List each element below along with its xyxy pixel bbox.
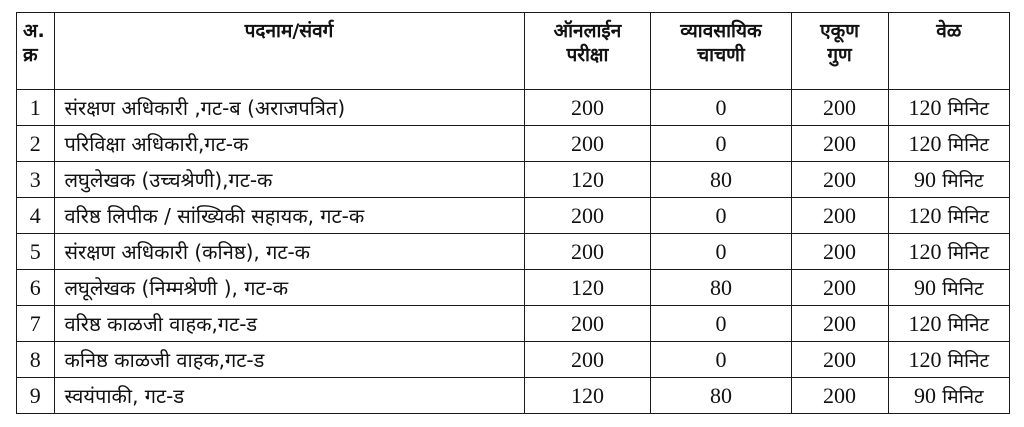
time-cell bbox=[888, 234, 1009, 270]
online-exam-cell: 200 bbox=[524, 306, 651, 342]
header-time bbox=[888, 13, 1009, 90]
header-serial-line2: क्र bbox=[23, 44, 38, 66]
serial-cell: 3 bbox=[17, 162, 55, 198]
total-marks-cell: 200 bbox=[791, 342, 888, 378]
header-prof-line2: चाचणी bbox=[697, 44, 745, 66]
time-value: 90 bbox=[913, 274, 936, 300]
time-cell bbox=[888, 198, 1009, 234]
time-cell bbox=[888, 378, 1009, 414]
table-row bbox=[17, 378, 1010, 414]
header-professional-test bbox=[651, 13, 791, 90]
serial-cell: 2 bbox=[17, 126, 55, 162]
table-row bbox=[17, 162, 1010, 198]
serial-cell: 1 bbox=[17, 90, 55, 126]
header-post-label: पदनाम/संवर्ग bbox=[244, 20, 334, 42]
total-marks-cell: 200 bbox=[791, 162, 888, 198]
header-online-line1: ऑनलाईन bbox=[553, 20, 622, 42]
time-unit: मिनिट bbox=[947, 313, 990, 336]
time-unit: मिनिट bbox=[942, 385, 984, 408]
time-value: 90 bbox=[913, 166, 936, 192]
exam-schedule-table bbox=[16, 12, 1010, 414]
total-marks-cell: 200 bbox=[791, 126, 888, 162]
header-serial-line1: अ. bbox=[23, 20, 45, 42]
online-exam-cell: 200 bbox=[524, 90, 651, 126]
header-online-exam bbox=[524, 13, 651, 90]
serial-cell: 4 bbox=[17, 198, 55, 234]
time-unit: मिनिट bbox=[947, 97, 990, 120]
header-serial bbox=[17, 13, 55, 90]
online-exam-cell: 200 bbox=[524, 126, 651, 162]
total-marks-cell: 200 bbox=[791, 378, 888, 414]
post-name-cell: परिविक्षा अधिकारी,गट-क bbox=[54, 126, 524, 162]
time-unit: मिनिट bbox=[947, 241, 990, 264]
post-name-cell: संरक्षण अधिकारी (कनिष्ठ), गट-क bbox=[54, 234, 524, 270]
time-value: 120 bbox=[908, 310, 942, 336]
header-prof-line1: व्यावसायिक bbox=[680, 20, 762, 42]
time-cell bbox=[888, 270, 1009, 306]
professional-test-cell: 0 bbox=[651, 306, 791, 342]
time-cell bbox=[888, 342, 1009, 378]
post-name-cell: वरिष्ठ काळजी वाहक,गट-ड bbox=[54, 306, 524, 342]
post-name-cell: लघूलेखक (निम्मश्रेणी ), गट-क bbox=[54, 270, 524, 306]
post-name-cell: वरिष्ठ लिपीक / सांख्यिकी सहायक, गट-क bbox=[54, 198, 524, 234]
professional-test-cell: 0 bbox=[651, 342, 791, 378]
time-value: 120 bbox=[908, 202, 942, 228]
header-row bbox=[17, 13, 1010, 90]
serial-cell: 9 bbox=[17, 378, 55, 414]
serial-cell: 5 bbox=[17, 234, 55, 270]
time-unit: मिनिट bbox=[942, 169, 984, 192]
table-header bbox=[17, 13, 1010, 90]
professional-test-cell: 80 bbox=[651, 162, 791, 198]
professional-test-cell: 0 bbox=[651, 126, 791, 162]
header-time-label: वेळ bbox=[936, 20, 962, 42]
time-cell bbox=[888, 162, 1009, 198]
online-exam-cell: 200 bbox=[524, 234, 651, 270]
online-exam-cell: 200 bbox=[524, 198, 651, 234]
header-online-line2: परीक्षा bbox=[566, 44, 609, 66]
time-cell bbox=[888, 126, 1009, 162]
table-row bbox=[17, 306, 1010, 342]
professional-test-cell: 0 bbox=[651, 90, 791, 126]
table-row bbox=[17, 90, 1010, 126]
time-value: 120 bbox=[908, 130, 942, 156]
time-unit: मिनिट bbox=[947, 205, 990, 228]
online-exam-cell: 120 bbox=[524, 162, 651, 198]
online-exam-cell: 120 bbox=[524, 270, 651, 306]
post-name-cell: लघुलेखक (उच्चश्रेणी),गट-क bbox=[54, 162, 524, 198]
time-unit: मिनिट bbox=[947, 133, 990, 156]
professional-test-cell: 0 bbox=[651, 234, 791, 270]
table-row bbox=[17, 126, 1010, 162]
time-value: 120 bbox=[908, 238, 942, 264]
table-row bbox=[17, 234, 1010, 270]
time-value: 90 bbox=[913, 382, 936, 408]
online-exam-cell: 120 bbox=[524, 378, 651, 414]
time-value: 120 bbox=[908, 94, 942, 120]
header-total-line1: एकूण bbox=[820, 20, 859, 42]
post-name-cell: कनिष्ठ काळजी वाहक,गट-ड bbox=[54, 342, 524, 378]
header-post bbox=[54, 13, 524, 90]
professional-test-cell: 80 bbox=[651, 378, 791, 414]
total-marks-cell: 200 bbox=[791, 90, 888, 126]
time-unit: मिनिट bbox=[942, 277, 984, 300]
table-row bbox=[17, 198, 1010, 234]
post-name-cell: स्वयंपाकी, गट-ड bbox=[54, 378, 524, 414]
total-marks-cell: 200 bbox=[791, 306, 888, 342]
post-name-cell: संरक्षण अधिकारी ,गट-ब (अराजपत्रित) bbox=[54, 90, 524, 126]
serial-cell: 6 bbox=[17, 270, 55, 306]
serial-cell: 8 bbox=[17, 342, 55, 378]
time-cell bbox=[888, 90, 1009, 126]
time-value: 120 bbox=[908, 346, 942, 372]
header-total-line2: गुण bbox=[827, 44, 852, 66]
professional-test-cell: 0 bbox=[651, 198, 791, 234]
total-marks-cell: 200 bbox=[791, 234, 888, 270]
header-total-marks bbox=[791, 13, 888, 90]
total-marks-cell: 200 bbox=[791, 198, 888, 234]
time-cell bbox=[888, 306, 1009, 342]
table-row bbox=[17, 270, 1010, 306]
table-row bbox=[17, 342, 1010, 378]
time-unit: मिनिट bbox=[947, 349, 990, 372]
total-marks-cell: 200 bbox=[791, 270, 888, 306]
online-exam-cell: 200 bbox=[524, 342, 651, 378]
professional-test-cell: 80 bbox=[651, 270, 791, 306]
table-body bbox=[17, 90, 1010, 414]
serial-cell: 7 bbox=[17, 306, 55, 342]
